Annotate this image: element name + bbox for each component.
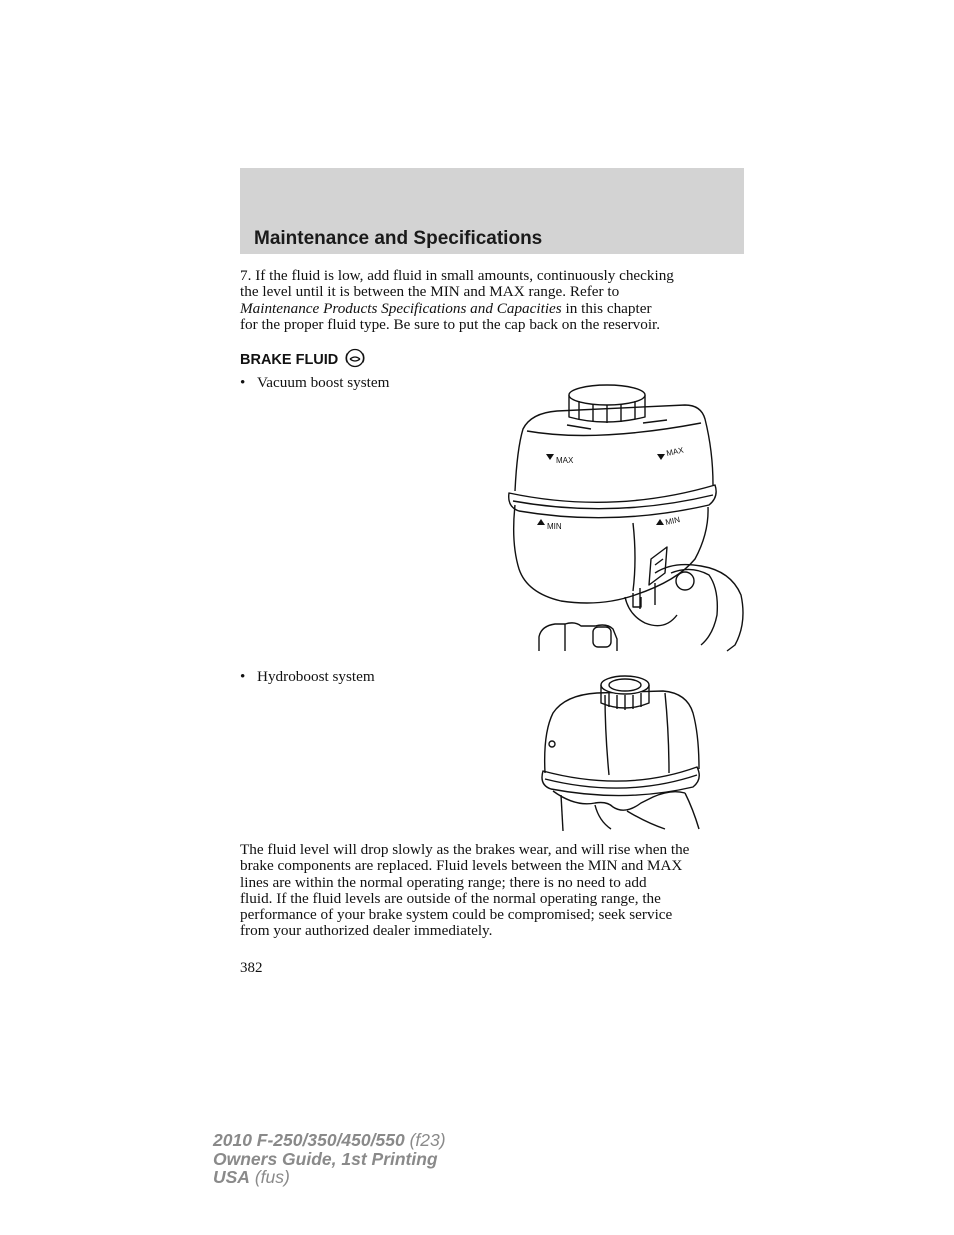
bullet-vacuum-boost: • Vacuum boost system (240, 374, 390, 391)
fluid-level-line-3: lines are within the normal operating range; there is no need to add (240, 873, 647, 891)
fluid-level-paragraph (240, 842, 746, 940)
step-7-paragraph (240, 268, 746, 333)
page-number: 382 (240, 960, 263, 976)
section-header-band (240, 168, 744, 254)
fluid-level-line-5: performance of your brake system could be compromised; seek service (240, 906, 673, 924)
document-footer (213, 1131, 446, 1187)
fluid-level-line-2: brake components are replaced. Fluid levels between the MIN and MAX (240, 857, 683, 875)
brake-fluid-title: BRAKE FLUID (240, 352, 339, 368)
hydroboost-reservoir-illustration (535, 673, 705, 838)
brake-fluid-warning-icon (344, 348, 366, 372)
max-label-left: MAX (556, 456, 574, 465)
max-label-right: MAX (665, 445, 685, 458)
step-7-line-3 (240, 301, 746, 317)
footer-model-code: (f23) (404, 1130, 446, 1150)
footer-guide: Owners Guide, 1st Printing (213, 1148, 438, 1169)
min-label-right: MIN (664, 515, 681, 527)
footer-region-code: (fus) (249, 1167, 290, 1187)
section-title: Maintenance and Specifications (254, 228, 543, 249)
footer-model-line (213, 1131, 446, 1150)
brake-fluid-heading (240, 348, 366, 372)
fluid-level-line-4: fluid. If the fluid levels are outside of the normal operating range, the (240, 889, 661, 907)
fluid-level-line-6: from your authorized dealer immediately. (240, 922, 493, 940)
step-7-line-4: for the proper fluid type. Be sure to put the cap back on the reservoir. (240, 315, 661, 333)
cross-reference-link: Maintenance Products Specifications and Capacities (240, 299, 562, 317)
step-7-line-2: the level until it is between the MIN and MAX range. Refer to (240, 283, 620, 301)
fluid-level-line-1: The fluid level will drop slowly as the brakes wear, and will rise when the (240, 841, 690, 858)
vacuum-boost-reservoir-illustration (505, 383, 750, 660)
min-label-left: MIN (547, 522, 562, 531)
footer-model: 2010 F-250/350/450/550 (213, 1130, 405, 1150)
footer-region-line (213, 1168, 446, 1187)
bullet-vacuum-label: Vacuum boost system (257, 374, 390, 391)
step-7-line-1: 7. If the fluid is low, add fluid in small amounts, continuously checking (240, 267, 674, 284)
bullet-hydroboost: • Hydroboost system (240, 668, 375, 685)
step-7-line-3-rest: in this chapter (561, 299, 652, 317)
footer-region: USA (213, 1167, 250, 1187)
bullet-hydroboost-label: Hydroboost system (257, 668, 375, 685)
